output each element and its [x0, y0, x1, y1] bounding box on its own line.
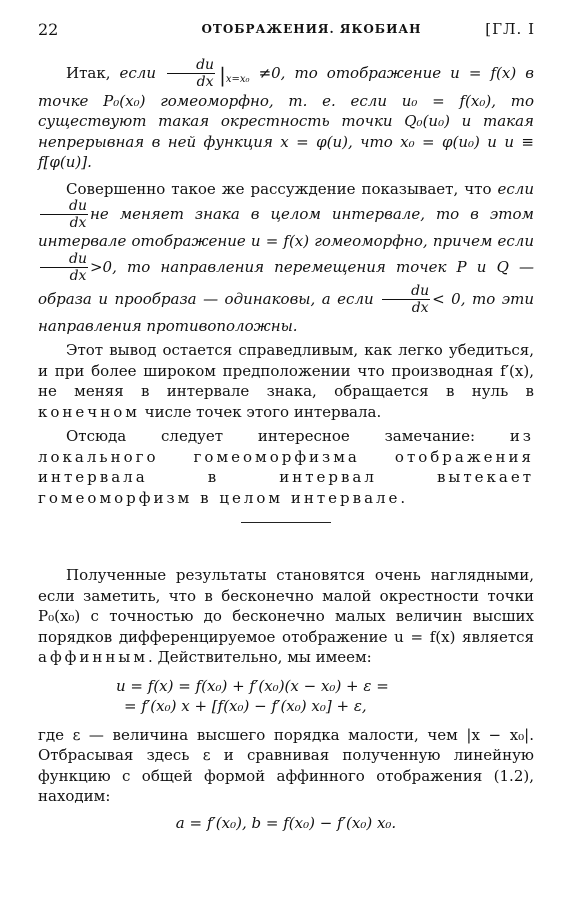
page-header	[38, 20, 535, 42]
paragraph-1	[38, 58, 534, 173]
p3-text-b: числе точек этого интервала.	[139, 402, 382, 421]
equation-2: a = f′(x₀), b = f(x₀) − f′(x₀) x₀.	[175, 813, 397, 832]
derivative-fraction: $\frac{du}{dx}$	[167, 58, 215, 90]
p5-spaced: аффинным	[38, 648, 149, 666]
p2-positive-case: >0, то направления перемещения точек P и Q — образа и прообраза — одинаковы, а если	[38, 257, 534, 308]
p1-line2: в точке P₀(x₀) гомеоморфно, т. е. если u₀ = f(x₀), то существуют такая окрестность точки Q₀(u₀) и такая непрерывная в ней функция x = φ(u), что x₀ = φ(u₀) и u ≡ f[φ(u)].	[38, 64, 535, 171]
derivative-fraction-2: $\frac{du}{dx}$	[40, 199, 88, 231]
paragraph-4	[38, 426, 534, 508]
paragraph-5	[38, 565, 534, 668]
equation-1-line-2: = f′(x₀) x + [f(x₀) − f′(x₀) x₀] + ε,	[124, 697, 367, 715]
running-title: ОТОБРАЖЕНИЯ. ЯКОБИАН	[201, 22, 422, 36]
paragraph-3	[38, 340, 534, 422]
chapter-label: [ГЛ. I	[485, 20, 535, 38]
p6-text: где ε — величина высшего порядка малости, чем |x − x₀|. Отбрасывая здесь ε и сравнивая полученную линейную функцию с общей формой аффинного отображения (1.2), находим:	[38, 725, 534, 805]
evaluation-point: x=x₀	[225, 74, 250, 85]
paragraph-6	[38, 725, 534, 807]
p1-lead: Итак,	[66, 64, 111, 82]
p4-spaced: из локального гомеоморфизма отображения интервала в интервал вытекает гомеоморфизм в целом интервале.	[38, 427, 534, 507]
section-divider	[241, 522, 331, 523]
p5-text-a: Полученные результаты становятся очень наглядными, если заметить, что в бесконечно малой окрестности точки P₀(x₀) с точностью до бесконечно малых величин высших порядков дифференцируемое отображение u = f(x) является	[38, 566, 534, 646]
p5-text-b: . Действительно, мы имеем:	[148, 648, 372, 666]
p3-text-a: Этот вывод остается справедливым, как легко убедиться, и при более широком предположении что производная f′(x), не меняя в интервале знака, обращается в нуль в	[38, 341, 534, 400]
p2-lead: Совершенно такое же рассуждение показывает, что	[66, 179, 498, 198]
p4-text: Отсюда следует интересное замечание:	[66, 427, 510, 445]
p3-spaced: конечном	[38, 402, 140, 421]
paragraph-2	[38, 179, 534, 337]
page-body	[38, 58, 534, 833]
equation-1-line-1: u = f(x) = f(x₀) + f′(x₀)(x − x₀) + ε =	[116, 676, 389, 695]
p2-negative-case: < 0, то эти направления противоположны.	[38, 289, 534, 335]
evaluation-bar: |	[219, 63, 226, 87]
p1-rest: ≠0, то отображение u = f(x)	[258, 64, 517, 82]
derivative-fraction-3: $\frac{du}{dx}$	[40, 252, 88, 284]
equation-1	[38, 676, 534, 717]
p1-if: если	[119, 64, 157, 82]
derivative-fraction-4: $\frac{du}{dx}$	[382, 284, 430, 316]
p2-statement: не меняет знака в целом интервале, то в этом интервале отображение u = f(x) гомеоморфно, причем если	[38, 205, 534, 250]
page-number: 22	[38, 20, 59, 39]
p2-if: если	[497, 179, 534, 198]
